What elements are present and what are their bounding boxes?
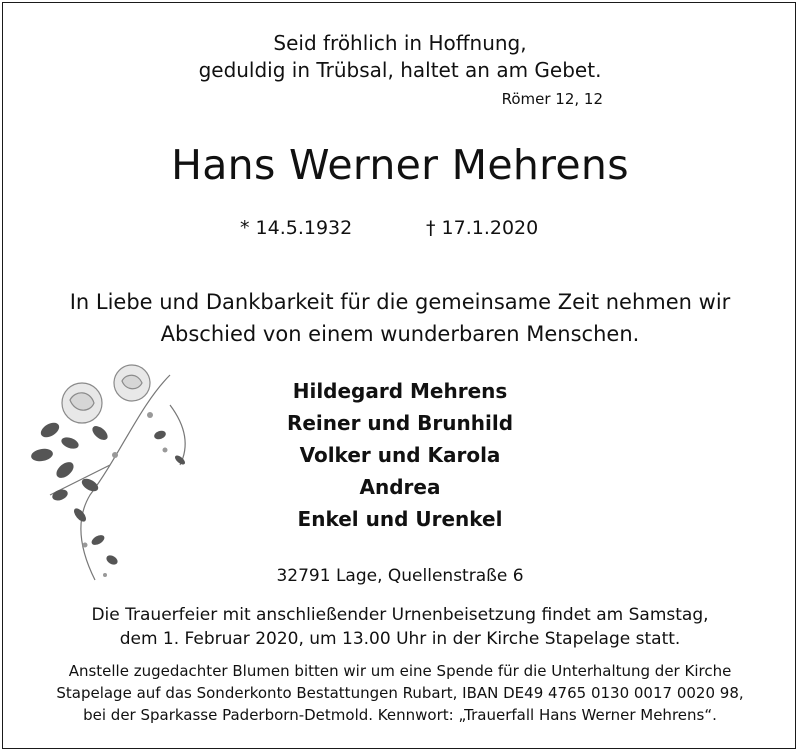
message-line-2: Abschied von einem wunderbaren Menschen. [160, 322, 640, 346]
mourner-name: Hildegard Mehrens [292, 379, 508, 403]
ceremony-line-2: dem 1. Februar 2020, um 13.00 Uhr in der Kirche Stapelage statt. [119, 629, 681, 649]
mourners-list [0, 375, 800, 535]
ceremony-line-1: Die Trauerfeier mit anschließender Urnenbeisetzung findet am Samstag, [91, 605, 709, 625]
donation-info [0, 660, 800, 726]
verse-line-2: geduldig in Trübsal, haltet an am Gebet. [198, 58, 602, 82]
mourner-name: Andrea [359, 475, 441, 499]
mourner-name: Volker und Karola [299, 443, 501, 467]
family-address: 32791 Lage, Quellenstraße 6 [276, 566, 524, 586]
verse-reference: Römer 12, 12 [501, 90, 603, 108]
donation-line-3: bei der Sparkasse Paderborn-Detmold. Kennwort: „Trauerfall Hans Werner Mehrens“. [83, 706, 717, 724]
farewell-message [0, 286, 800, 350]
life-dates [0, 217, 800, 243]
mourner-name: Enkel und Urenkel [297, 507, 503, 531]
ceremony-info [0, 603, 800, 651]
message-line-1: In Liebe und Dankbarkeit für die gemeinsame Zeit nehmen wir [69, 290, 731, 314]
birth-date: * 14.5.1932 [240, 217, 353, 239]
deceased-name: Hans Werner Mehrens [171, 141, 629, 189]
donation-line-2: Stapelage auf das Sonderkonto Bestattungen Rubart, IBAN DE49 4765 0130 0017 0020 98, [56, 684, 744, 702]
mourner-name: Reiner und Brunhild [286, 411, 514, 435]
donation-line-1: Anstelle zugedachter Blumen bitten wir um eine Spende für die Unterhaltung der Kirche [68, 662, 732, 680]
verse-line-1: Seid fröhlich in Hoffnung, [273, 31, 527, 55]
bible-verse [0, 30, 800, 84]
death-date: † 17.1.2020 [426, 217, 539, 239]
